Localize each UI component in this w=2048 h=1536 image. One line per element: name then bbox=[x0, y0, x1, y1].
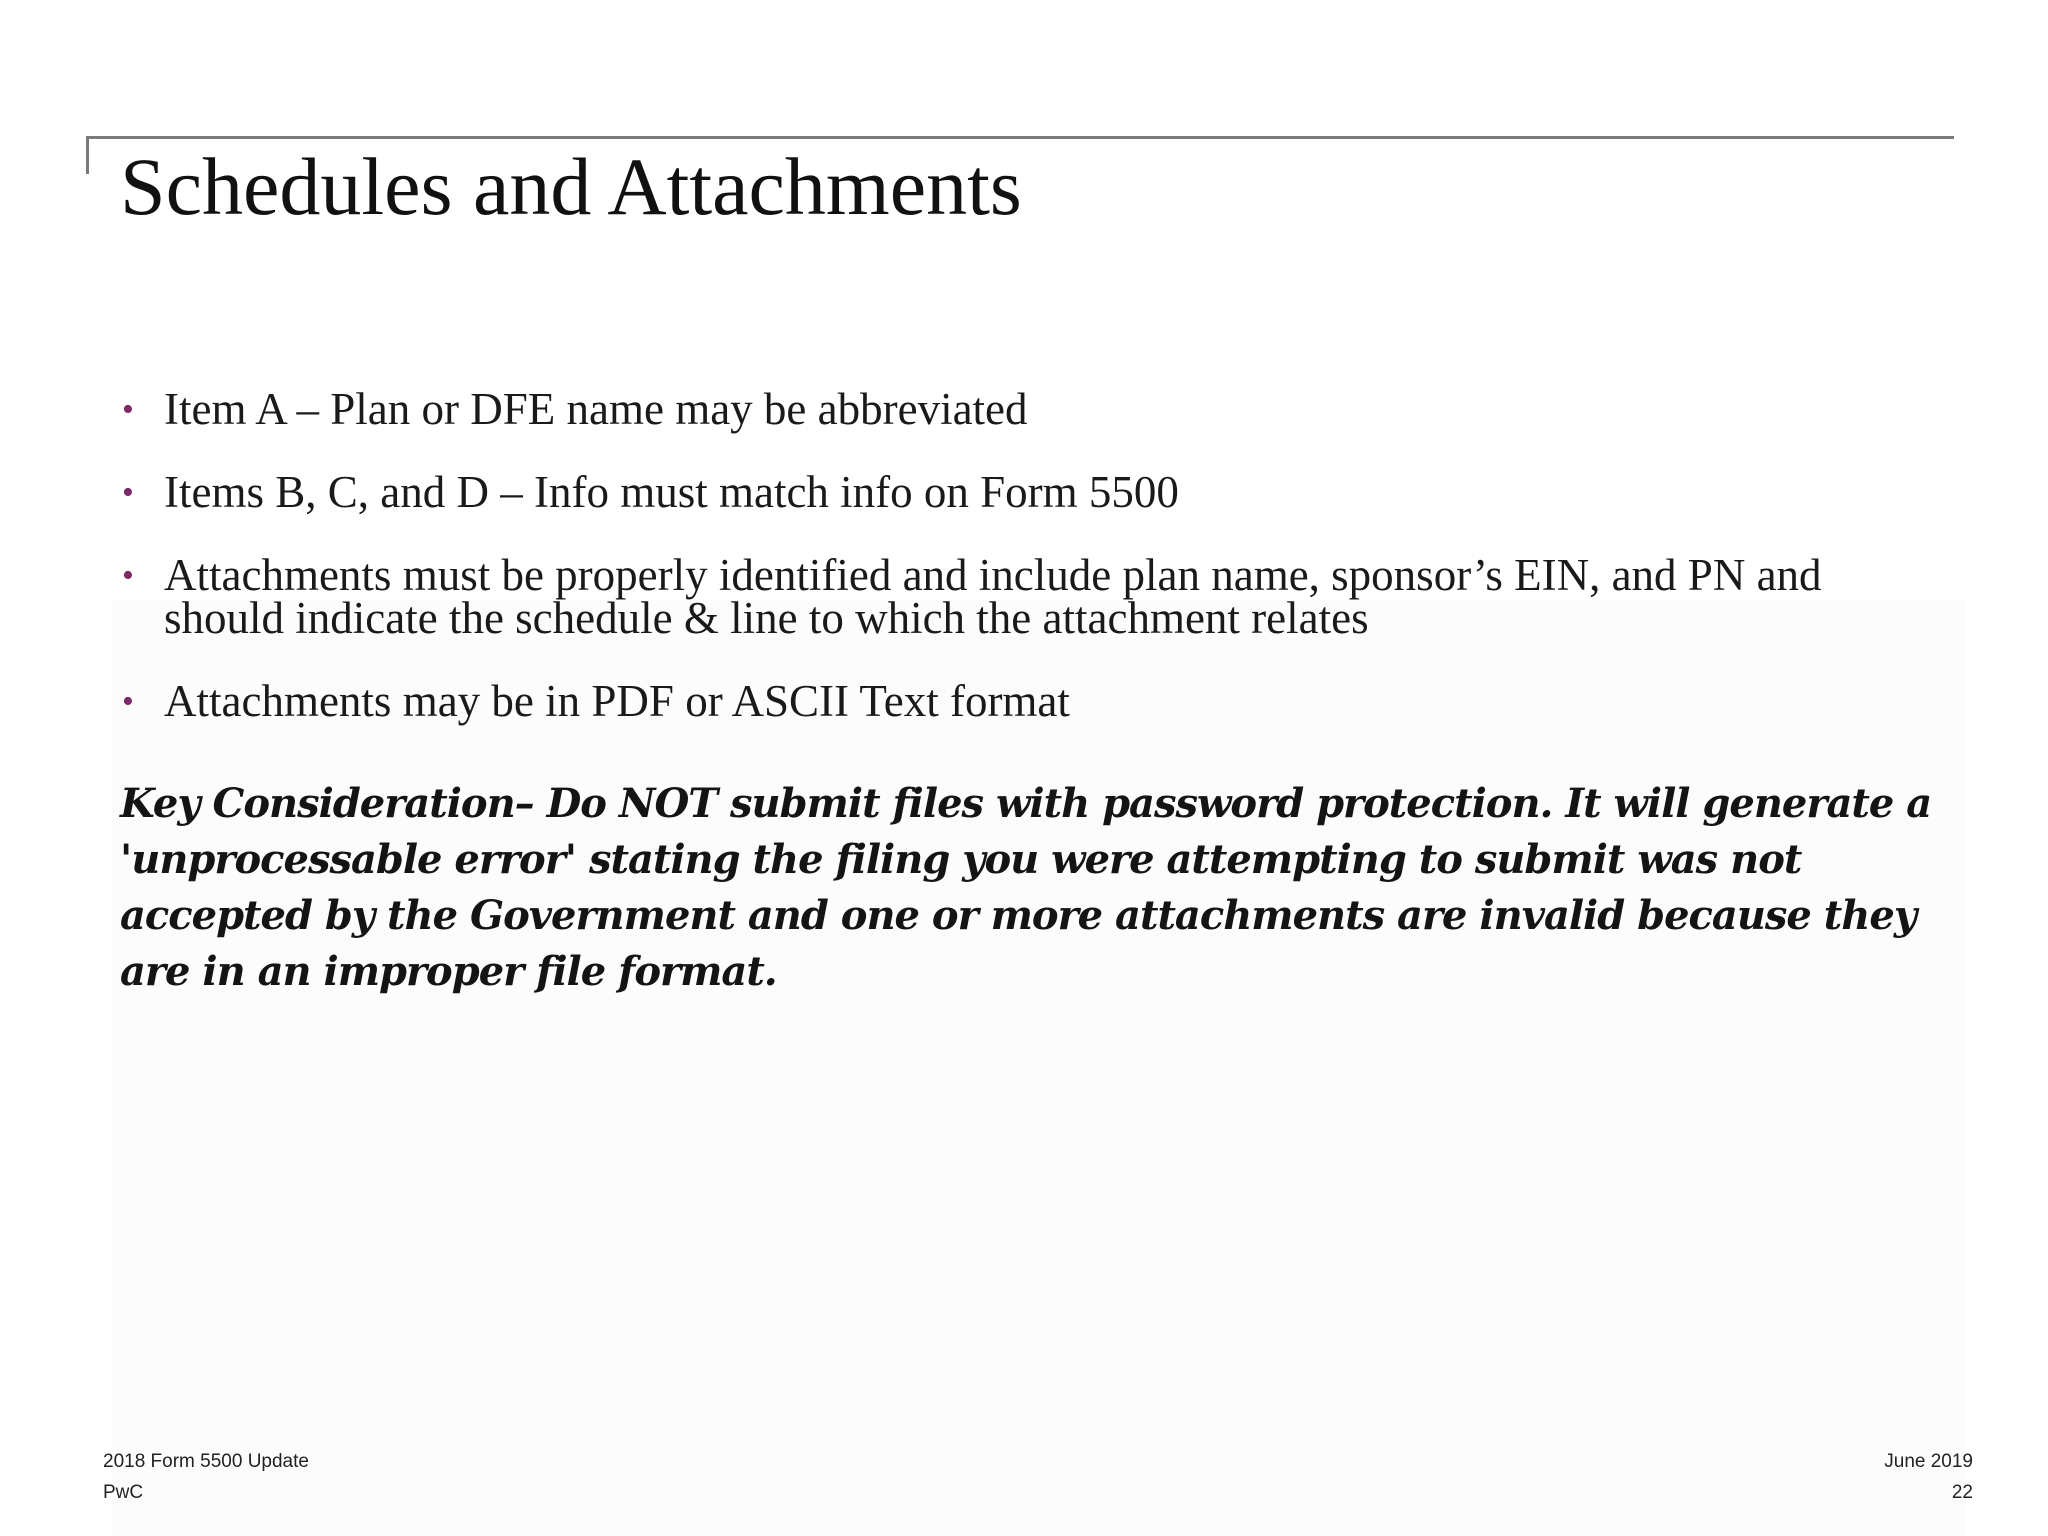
bullet-list bbox=[118, 384, 1918, 763]
bullet-item-attachment-identification bbox=[118, 550, 1918, 643]
page-title: Schedules and Attachments bbox=[120, 141, 1022, 232]
bullet-dot-icon: • bbox=[122, 683, 134, 720]
footer-page-number: 22 bbox=[1951, 1482, 1973, 1503]
bullet-dot-icon: • bbox=[122, 391, 134, 428]
bullet-text: Attachments may be in PDF or ASCII Text format bbox=[164, 676, 1070, 726]
bullet-dot-icon: • bbox=[122, 557, 134, 594]
title-frame-left-tick bbox=[86, 136, 89, 174]
bullet-item-form-info bbox=[118, 467, 1918, 517]
title-frame-top-line bbox=[86, 136, 1954, 139]
bullet-text: Items B, C, and D – Info must match info on Form 5500 bbox=[164, 467, 1179, 517]
key-consideration-note: Key Consideration– Do NOT submit files with password protection. It will generate a 'unprocessable error' stating the filing you were attempting to submit was not accepted by the Government and one or more attachments are invalid because they are in an improper file format. bbox=[120, 780, 1932, 995]
footer-presentation-title: 2018 Form 5500 Update bbox=[103, 1451, 309, 1472]
bullet-item-attachment-format bbox=[118, 676, 1918, 726]
bullet-text: Attachments must be properly identified and include plan name, sponsor’s EIN, and PN and should indicate the schedule & line to which the attachment relates bbox=[164, 550, 1822, 643]
bullet-item-plan-name bbox=[118, 384, 1918, 434]
bullet-dot-icon: • bbox=[122, 474, 134, 511]
bullet-text: Item A – Plan or DFE name may be abbreviated bbox=[164, 384, 1028, 434]
footer-date: June 2019 bbox=[1884, 1451, 1973, 1472]
footer-company: PwC bbox=[103, 1482, 144, 1503]
